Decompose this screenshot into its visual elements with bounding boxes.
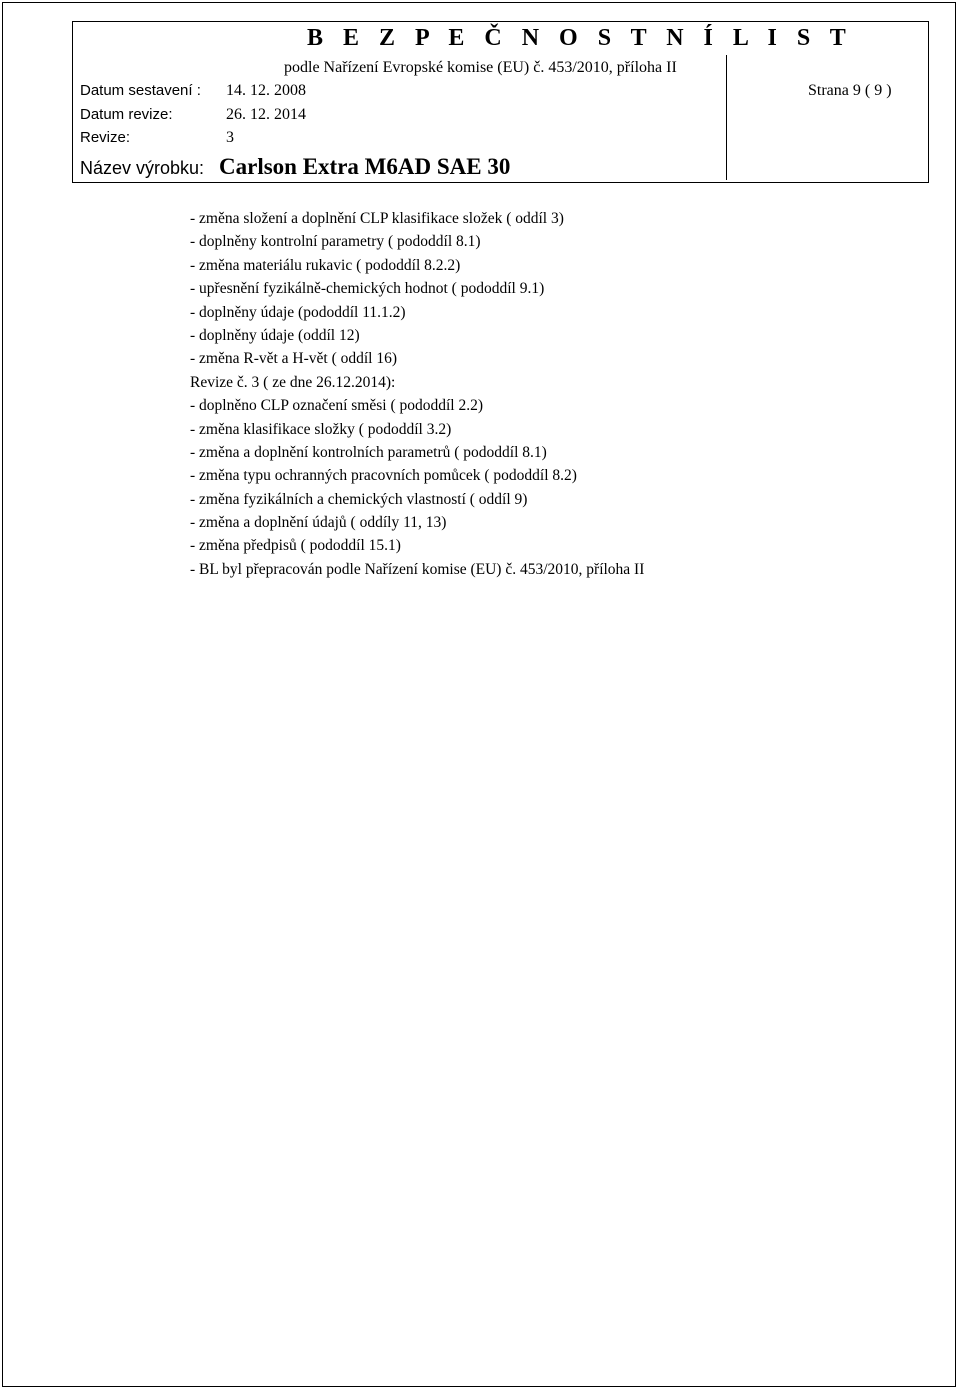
revision-heading: Revize č. 3 ( ze dne 26.12.2014):: [190, 373, 396, 391]
list-item: - doplněny kontrolní parametry ( pododdíl 8.1): [190, 233, 481, 251]
document-title: B E Z P E Č N O S T N Í L I S T: [307, 25, 853, 51]
list-item: - změna složení a doplnění CLP klasifikace složek ( oddíl 3): [190, 210, 564, 227]
list-item: - změna fyzikálních a chemických vlastností ( oddíl 9): [190, 490, 528, 508]
list-item: - změna a doplnění údajů ( oddíly 11, 13): [190, 514, 447, 532]
regulation-reference: podle Nařízení Evropské komise (EU) č. 453/2010, příloha II: [284, 59, 677, 76]
creation-date-label: Datum sestavení :: [80, 82, 201, 99]
list-item: - změna typu ochranných pracovních pomůcek ( pododdíl 8.2): [190, 467, 577, 485]
list-item: - změna materiálu rukavic ( pododdíl 8.2.2): [190, 256, 461, 274]
revision-changes-list: [190, 207, 910, 581]
list-item: - upřesnění fyzikálně-chemických hodnot ( pododdíl 9.1): [190, 280, 545, 298]
list-item: - doplněno CLP označení směsi ( pododdíl 2.2): [190, 397, 484, 415]
list-item: - změna R-vět a H-vět ( oddíl 16): [190, 350, 398, 368]
list-item: - změna klasifikace složky ( pododdíl 3.2): [190, 420, 452, 438]
list-item: - změna předpisů ( pododdíl 15.1): [190, 537, 401, 555]
list-item: - doplněny údaje (oddíl 12): [190, 326, 360, 344]
list-item: - doplněny údaje (pododdíl 11.1.2): [190, 303, 406, 321]
list-item: - změna a doplnění kontrolních parametrů ( pododdíl 8.1): [190, 443, 547, 461]
page-number: Strana 9 ( 9 ): [808, 82, 892, 99]
product-name: Carlson Extra M6AD SAE 30: [219, 154, 511, 179]
list-item: - BL byl přepracován podle Nařízení komise (EU) č. 453/2010, příloha II: [190, 560, 645, 578]
revision-number-value: 3: [226, 129, 234, 146]
revision-date-value: 26. 12. 2014: [226, 106, 306, 123]
creation-date-value: 14. 12. 2008: [226, 82, 306, 99]
product-name-label: Název výrobku:: [80, 158, 205, 178]
revision-number-label: Revize:: [80, 129, 131, 146]
header-divider: [726, 55, 727, 180]
revision-date-label: Datum revize:: [80, 106, 173, 123]
